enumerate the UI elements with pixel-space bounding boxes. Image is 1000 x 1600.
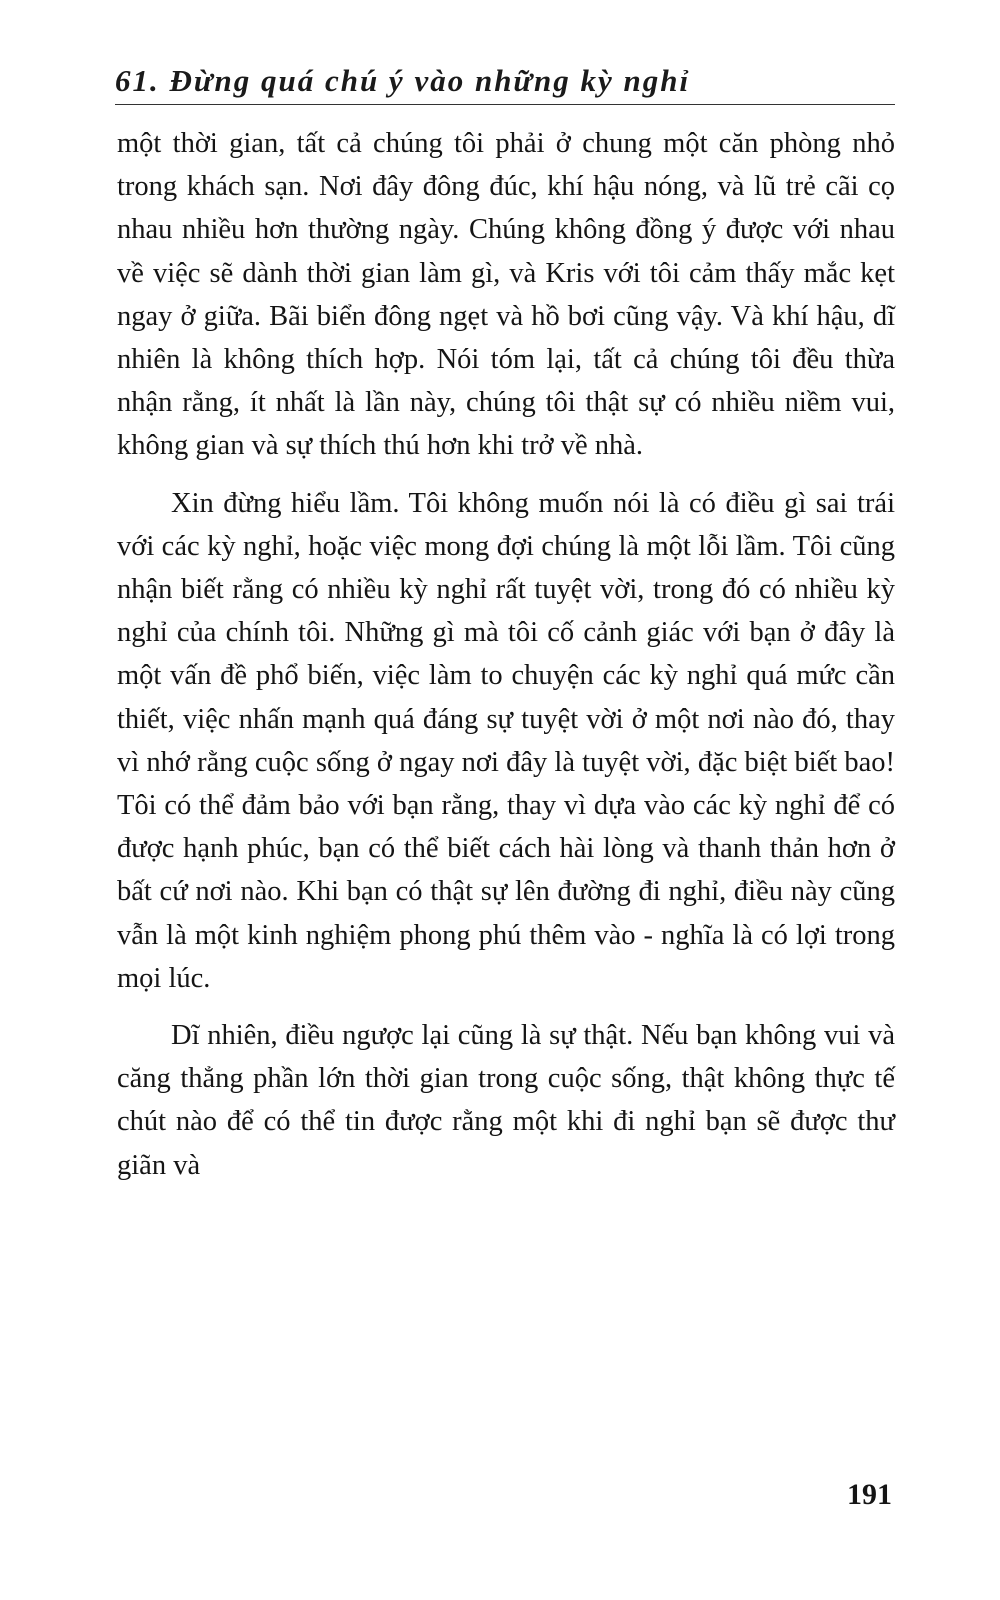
body-text: [117, 122, 895, 1201]
paragraph-3: Dĩ nhiên, điều ngược lại cũng là sự thật. Nếu bạn không vui và căng thẳng phần lớn thời gian trong cuộc sống, thật không thực tế chút nào để có thể tin được rằng một khi đi nghỉ bạn sẽ được thư giãn và: [117, 1020, 895, 1181]
paragraph-2: Xin đừng hiểu lầm. Tôi không muốn nói là có điều gì sai trái với các kỳ nghỉ, hoặc việc mong đợi chúng là một lỗi lầm. Tôi cũng nhận biết rằng có nhiều kỳ nghỉ rất tuyệt vời, trong đó có nhiều kỳ nghỉ của chính tôi. Những gì mà tôi cố cảnh giác với bạn ở đây là một vấn đề phổ biến, việc làm to chuyện các kỳ nghỉ quá mức cần thiết, việc nhấn mạnh quá đáng sự tuyệt vời ở một nơi nào đó, thay vì nhớ rằng cuộc sống ở ngay nơi đây là tuyệt vời, đặc biệt biết bao! Tôi có thể đảm bảo với bạn rằng, thay vì dựa vào các kỳ nghỉ để có được hạnh phúc, bạn có thể biết cách hài lòng và thanh thản hơn ở bất cứ nơi nào. Khi bạn có thật sự lên đường đi nghỉ, điều này cũng vẫn là một kinh nghiệm phong phú thêm vào - nghĩa là có lợi trong mọi lúc.: [117, 487, 895, 994]
header-rule: [115, 104, 895, 105]
running-header-title: 61. Đừng quá chú ý vào những kỳ nghỉ: [115, 63, 691, 98]
paragraph-1: một thời gian, tất cả chúng tôi phải ở chung một căn phòng nhỏ trong khách sạn. Nơi đây đông đúc, khí hậu nóng, và lũ trẻ cãi cọ nhau nhiều hơn thường ngày. Chúng không đồng ý được với nhau về việc sẽ dành thời gian làm gì, và Kris với tôi cảm thấy mắc kẹt ngay ở giữa. Bãi biển đông ngẹt và hồ bơi cũng vậy. Và khí hậu, dĩ nhiên là không thích hợp. Nói tóm lại, tất cả chúng tôi đều thừa nhận rằng, ít nhất là lần này, chúng tôi thật sự có nhiều niềm vui, không gian và sự thích thú hơn khi trở về nhà.: [117, 128, 895, 462]
page-number: 191: [847, 1478, 892, 1511]
